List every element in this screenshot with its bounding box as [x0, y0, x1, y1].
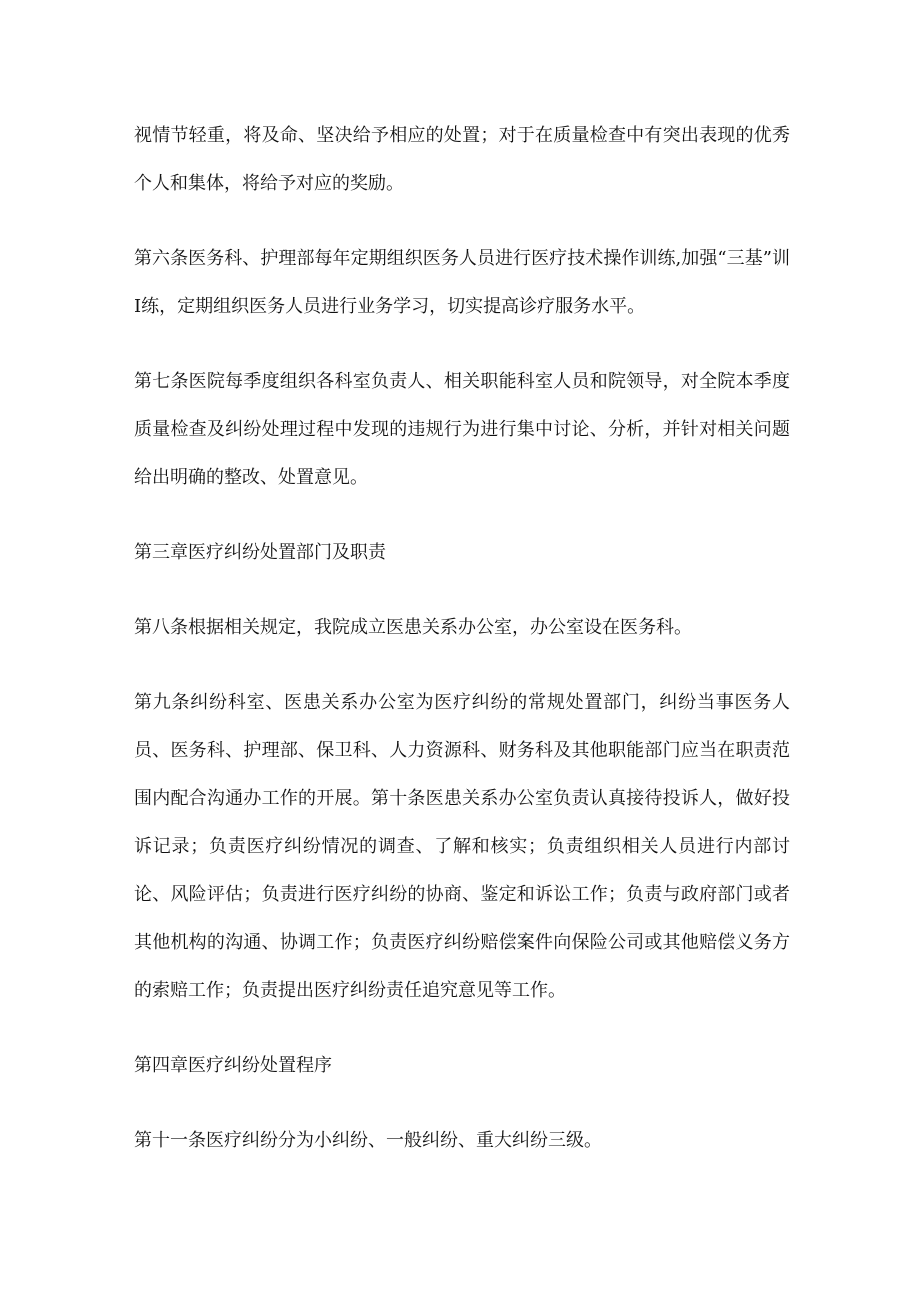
paragraph-article-5-continued: 视情节轻重，将及命、坚决给予相应的处置；对于在质量检查中有突出表现的优秀个人和集体，将给予对应的奖励。 [134, 125, 790, 194]
paragraph-article-8: 第八条根据相关规定，我院成立医患关系办公室，办公室设在医务科。 [134, 617, 692, 638]
paragraph-article-6: 第六条医务科、护理部每年定期组织医务人员进行医疗技术操作训练,加强“三基”训I练，定期组织医务人员进行业务学习，切实提高诊疗服务水平。 [134, 248, 790, 317]
paragraph-article-7: 第七条医院每季度组织各科室负责人、相关职能科室人员和院领导，对全院本季度质量检查及纠纷处理过程中发现的违规行为进行集中讨论、分析，并针对相关问题给出明确的整改、处置意见。 [134, 371, 790, 488]
paragraph-article-11: 第十一条医疗纠纷分为小纠纷、一般纠纷、重大纠纷三级。 [134, 1130, 602, 1151]
chapter-4-heading: 第四章医疗纠纷处置程序 [134, 1055, 332, 1076]
chapter-3-heading: 第三章医疗纠纷处置部门及职责 [134, 542, 386, 563]
paragraph-article-9-10: 第九条纠纷科室、医患关系办公室为医疗纠纷的常规处置部门，纠纷当事医务人员、医务科、护理部、保卫科、人力资源科、财务科及其他职能部门应当在职责范围内配合沟通办工作的开展。第十条医患关系办公室负责认真接待投诉人，做好投诉记录；负责医疗纠纷情况的调查、了解和核实；负责组织相关人员进行内部讨论、风险评估；负责进行医疗纠纷的协商、鉴定和诉讼工作；负责与政府部门或者其他机构的沟通、协调工作；负责医疗纠纷赔偿案件向保险公司或其他赔偿义务方的索赔工作；负责提出医疗纠纷责任追究意见等工作。 [134, 692, 790, 1001]
